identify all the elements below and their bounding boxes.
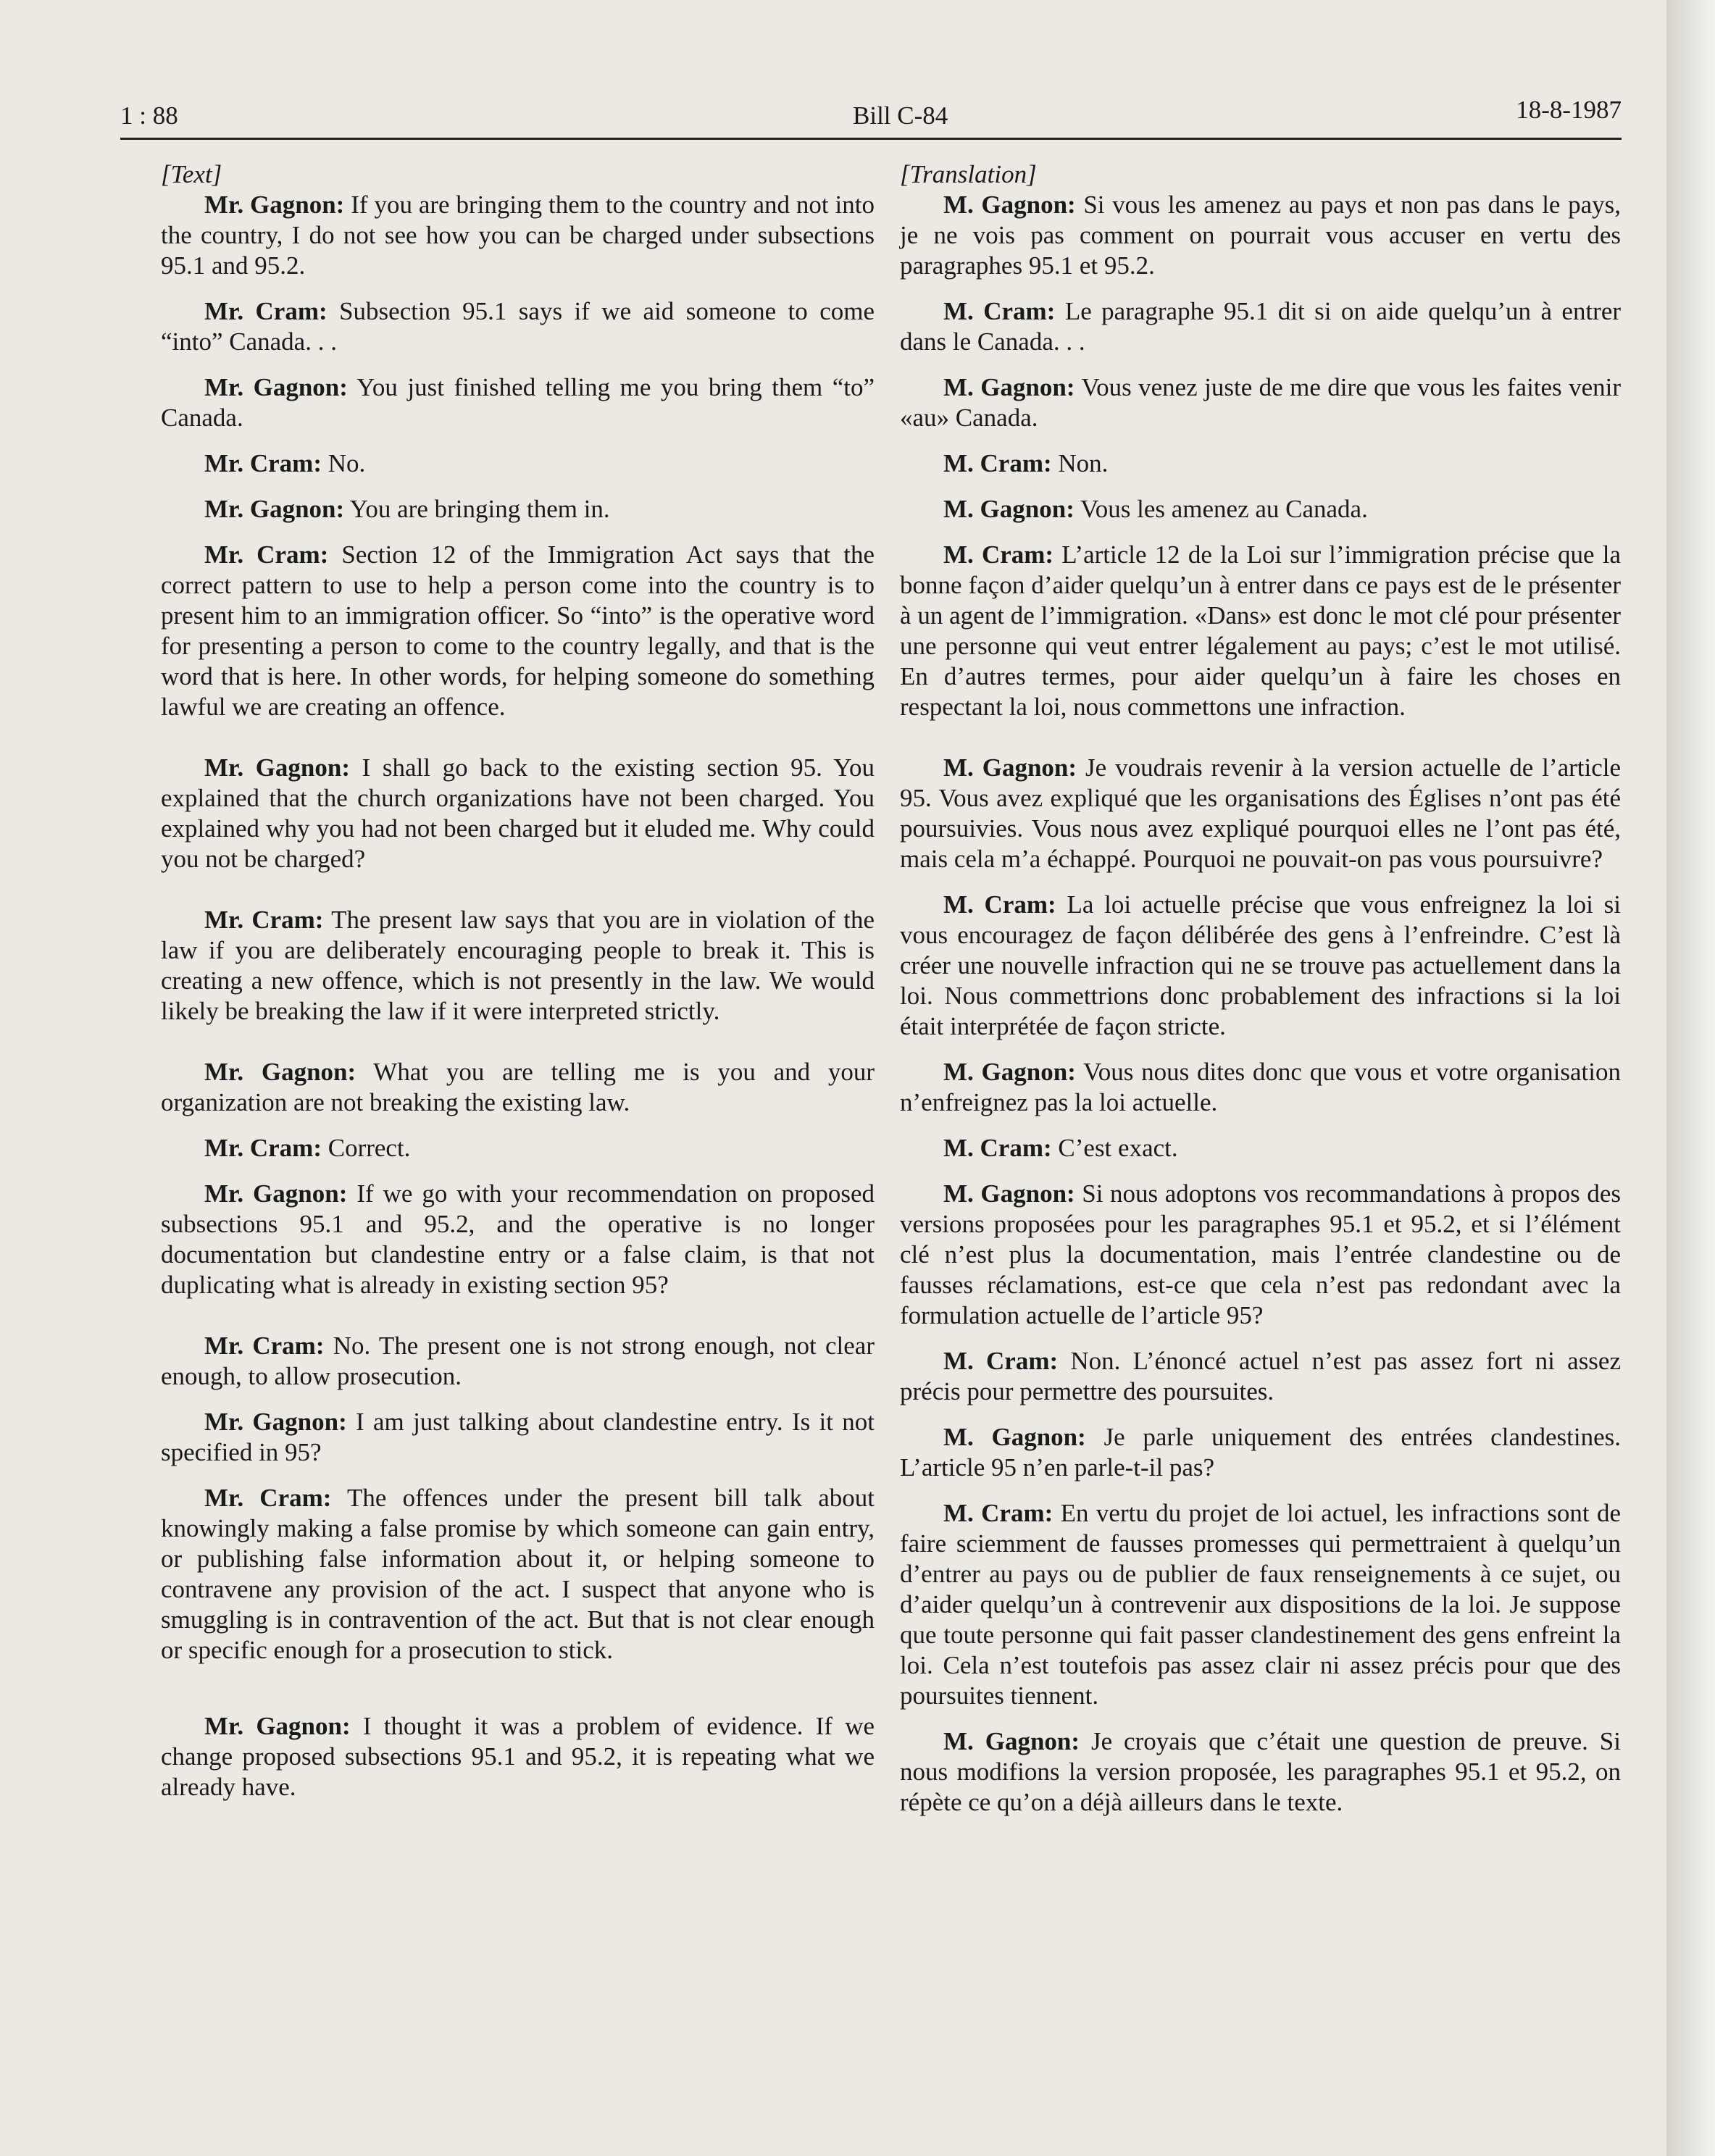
transcript-paragraph [900, 494, 1621, 525]
transcript-paragraph [161, 190, 875, 281]
speaker-name: M. Gagnon: [943, 373, 1075, 401]
speech-text: Je croyais que c’était une question de preuve. Si nous modifions la version proposée, les paragraphes 95.1 et 95.2, on répète ce qu’on a déjà ailleurs dans le texte. [900, 1727, 1621, 1816]
bill-title: Bill C-84 [853, 101, 948, 130]
speaker-name: M. Gagnon: [943, 1179, 1075, 1208]
transcript-paragraph [900, 753, 1621, 874]
transcript-paragraph [900, 296, 1621, 357]
transcript-paragraph [900, 1726, 1621, 1818]
transcript-paragraph [161, 1133, 875, 1163]
speech-text: Vous les amenez au Canada. [1080, 495, 1368, 523]
transcript-paragraph [161, 540, 875, 722]
column-label-text: [Text] [161, 160, 222, 188]
transcript-paragraph [900, 1133, 1621, 1163]
speech-text: Subsection 95.1 says if we aid someone to come “into” Canada. . . [161, 297, 875, 356]
speaker-name: Mr. Gagnon: [204, 373, 348, 401]
transcript-paragraph [900, 1057, 1621, 1118]
speech-text: If you are bringing them to the country and not into the country, I do not see how you can be charged under subsections 95.1 and 95.2. [161, 191, 875, 280]
speech-text: C’est exact. [1058, 1134, 1178, 1162]
transcript-paragraph [900, 1422, 1621, 1483]
speaker-name: M. Cram: [943, 890, 1056, 919]
speech-text: La loi actuelle précise que vous enfreignez la loi si vous encouragez de façon délibérée des gens à l’enfreindre. C’est là créer une nouvelle infraction qui ne se trouve pas actuellement dans la loi. Nous commettrions donc probablement des infractions si la loi était interprétée de façon stricte. [900, 890, 1621, 1040]
speech-text: L’article 12 de la Loi sur l’immigration précise que la bonne façon d’aider quelqu’un à entrer dans ce pays est de le présenter à un agent de l’immigration. «Dans» est donc le mot clé pour présenter une personne qui veut entrer légalement au pays; c’est le mot utilisé. En d’autres termes, pour aider quelqu’un à faire les choses en respectant la loi, nous commettons une infraction. [900, 540, 1621, 721]
speech-text: Vous venez juste de me dire que vous les faites venir «au» Canada. [900, 373, 1621, 432]
speaker-name: Mr. Gagnon: [204, 753, 351, 782]
speaker-name: Mr. Cram: [204, 449, 322, 477]
speaker-name: M. Gagnon: [943, 1423, 1086, 1451]
transcript-paragraph [900, 1346, 1621, 1407]
speech-text: Section 12 of the Immigration Act says that the correct pattern to use to help a person come into the country is to present him to an immigration officer. So “into” is the operative word for presenting a person to come to the country legally, and that is the word that is here. In other words, for helping someone do something lawful we are creating an offence. [161, 540, 875, 721]
page-edge-shadow [1666, 0, 1715, 2156]
speaker-name: M. Cram: [943, 540, 1054, 569]
transcript-paragraph [161, 753, 875, 874]
speech-text: Non. [1058, 449, 1109, 477]
transcript-paragraph [900, 890, 1621, 1042]
speech-text: I shall go back to the existing section 95. You explained that the church organizations have not been charged. You explained why you had not been charged but it eluded me. Why could you not be charged? [161, 753, 875, 873]
transcript-paragraph [900, 372, 1621, 433]
speech-text: Si nous adoptons vos recommandations à propos des versions proposées pour les paragraphes 95.1 et 95.2, et si l’élément clé n’est plus la documentation, mais l’entrée clandestine ou de fausses réclamations, est-ce que cela n’est pas redondant avec la formulation actuelle de l’article 95? [900, 1179, 1621, 1329]
header-date: 18-8-1987 [1516, 96, 1622, 124]
transcript-paragraph [900, 448, 1621, 479]
speech-text: Le paragraphe 95.1 dit si on aide quelqu’un à entrer dans le Canada. . . [900, 297, 1622, 356]
speaker-name: Mr. Cram: [204, 540, 329, 569]
transcript-paragraph [161, 372, 875, 433]
transcript-paragraph [161, 1483, 875, 1666]
speech-text: Si vous les amenez au pays et non pas dans le pays, je ne vois pas comment on pourrait vous accuser en vertu des paragraphes 95.1 et 95.2. [900, 191, 1621, 280]
speaker-name: Mr. Gagnon: [204, 495, 345, 523]
speech-text: I am just talking about clandestine entry. Is it not specified in 95? [161, 1408, 875, 1466]
transcript-paragraph [900, 1179, 1621, 1331]
transcript-paragraph [161, 1711, 875, 1802]
transcript-paragraph [161, 1331, 875, 1392]
transcript-paragraph [161, 1179, 875, 1300]
speaker-name: M. Cram: [943, 1347, 1059, 1375]
speech-text: The offences under the present bill talk about knowingly making a false promise by which someone can gain entry, or publishing false information about it, or helping someone to contravene any provision of the act. I suspect that anyone who is smuggling is in contravention of the act. But that is not clear enough or specific enough for a prosecution to stick. [161, 1484, 875, 1664]
speaker-name: M. Gagnon: [943, 1058, 1076, 1086]
speaker-name: Mr. Gagnon: [204, 1058, 356, 1086]
speech-text: I thought it was a problem of evidence. If we change proposed subsections 95.1 and 95.2, it is repeating what we already have. [161, 1712, 875, 1801]
column-label-translation: [Translation] [900, 160, 1037, 188]
speech-text: Je voudrais revenir à la version actuelle de l’article 95. Vous avez expliqué que les organisations des Églises n’ont pas été poursuivies. Vous nous avez expliqué pourquoi elles ne l’ont pas été, mais cela m’a échappé. Pourquoi ne pouvait-on pas vous poursuivre? [900, 753, 1621, 873]
transcript-paragraph [161, 296, 875, 357]
speaker-name: Mr. Gagnon: [204, 191, 345, 219]
page-header [120, 96, 1622, 139]
speaker-name: M. Gagnon: [943, 191, 1076, 219]
speech-text: You just finished telling me you bring them “to” Canada. [161, 373, 875, 432]
speech-text: Correct. [327, 1134, 411, 1162]
speaker-name: M. Cram: [943, 449, 1052, 477]
speech-text: The present law says that you are in violation of the law if you are deliberately encouraging people to break it. This is creating a new offence, which is not presently in the law. We would likely be breaking the law if it were interpreted strictly. [161, 906, 875, 1025]
speech-text: What you are telling me is you and your organization are not breaking the existing law. [161, 1058, 875, 1116]
transcript-paragraph [161, 494, 875, 525]
transcript-paragraph [900, 190, 1621, 281]
speaker-name: Mr. Gagnon: [204, 1712, 351, 1740]
transcript-paragraph [161, 448, 875, 479]
page-number: 1 : 88 [120, 101, 178, 130]
transcript-paragraph [161, 1407, 875, 1468]
speaker-name: M. Gagnon: [943, 1727, 1080, 1755]
english-column [161, 159, 875, 1802]
speaker-name: Mr. Gagnon: [204, 1179, 348, 1208]
speech-text: Je parle uniquement des entrées clandestines. L’article 95 n’en parle-t-il pas? [900, 1423, 1621, 1482]
speaker-name: Mr. Gagnon: [204, 1408, 347, 1436]
transcript-paragraph [900, 540, 1621, 722]
header-rule [120, 138, 1622, 140]
speech-text: Vous nous dites donc que vous et votre organisation n’enfreignez pas la loi actuelle. [900, 1058, 1621, 1116]
speech-text: If we go with your recommendation on proposed subsections 95.1 and 95.2, and the operative is no longer documentation but clandestine entry or a false claim, is that not duplicating what is already in existing section 95? [161, 1179, 875, 1299]
transcript-paragraph [161, 905, 875, 1027]
speaker-name: M. Cram: [943, 1499, 1053, 1527]
speaker-name: M. Cram: [943, 1134, 1052, 1162]
speaker-name: Mr. Cram: [204, 1484, 332, 1512]
transcript-paragraph [161, 1057, 875, 1118]
speech-text: Non. L’énoncé actuel n’est pas assez fort ni assez précis pour permettre des poursuites. [900, 1347, 1621, 1405]
speaker-name: Mr. Cram: [204, 906, 324, 934]
speech-text: No. [327, 449, 366, 477]
speaker-name: Mr. Cram: [204, 1332, 325, 1360]
speaker-name: M. Cram: [943, 297, 1056, 325]
speaker-name: Mr. Cram: [204, 1134, 322, 1162]
french-column [900, 159, 1621, 1818]
speech-text: En vertu du projet de loi actuel, les infractions sont de faire sciemment de fausses promesses qui permettraient à quelqu’un d’entrer au pays ou de publier de faux renseignements à ce sujet, ou d’aider quelqu’un à contrevenir aux dispositions de la loi. Je suppose que toute personne qui fait passer clandestinement des gens enfreint la loi. Cela n’est toutefois pas assez clair ni assez précis pour que des poursuites tiennent. [900, 1499, 1622, 1710]
speaker-name: M. Gagnon: [943, 753, 1077, 782]
transcript-paragraph [900, 1498, 1621, 1711]
speaker-name: M. Gagnon: [943, 495, 1075, 523]
speech-text: You are bringing them in. [349, 495, 610, 523]
speech-text: No. The present one is not strong enough, not clear enough, to allow prosecution. [161, 1332, 875, 1390]
speaker-name: Mr. Cram: [204, 297, 327, 325]
